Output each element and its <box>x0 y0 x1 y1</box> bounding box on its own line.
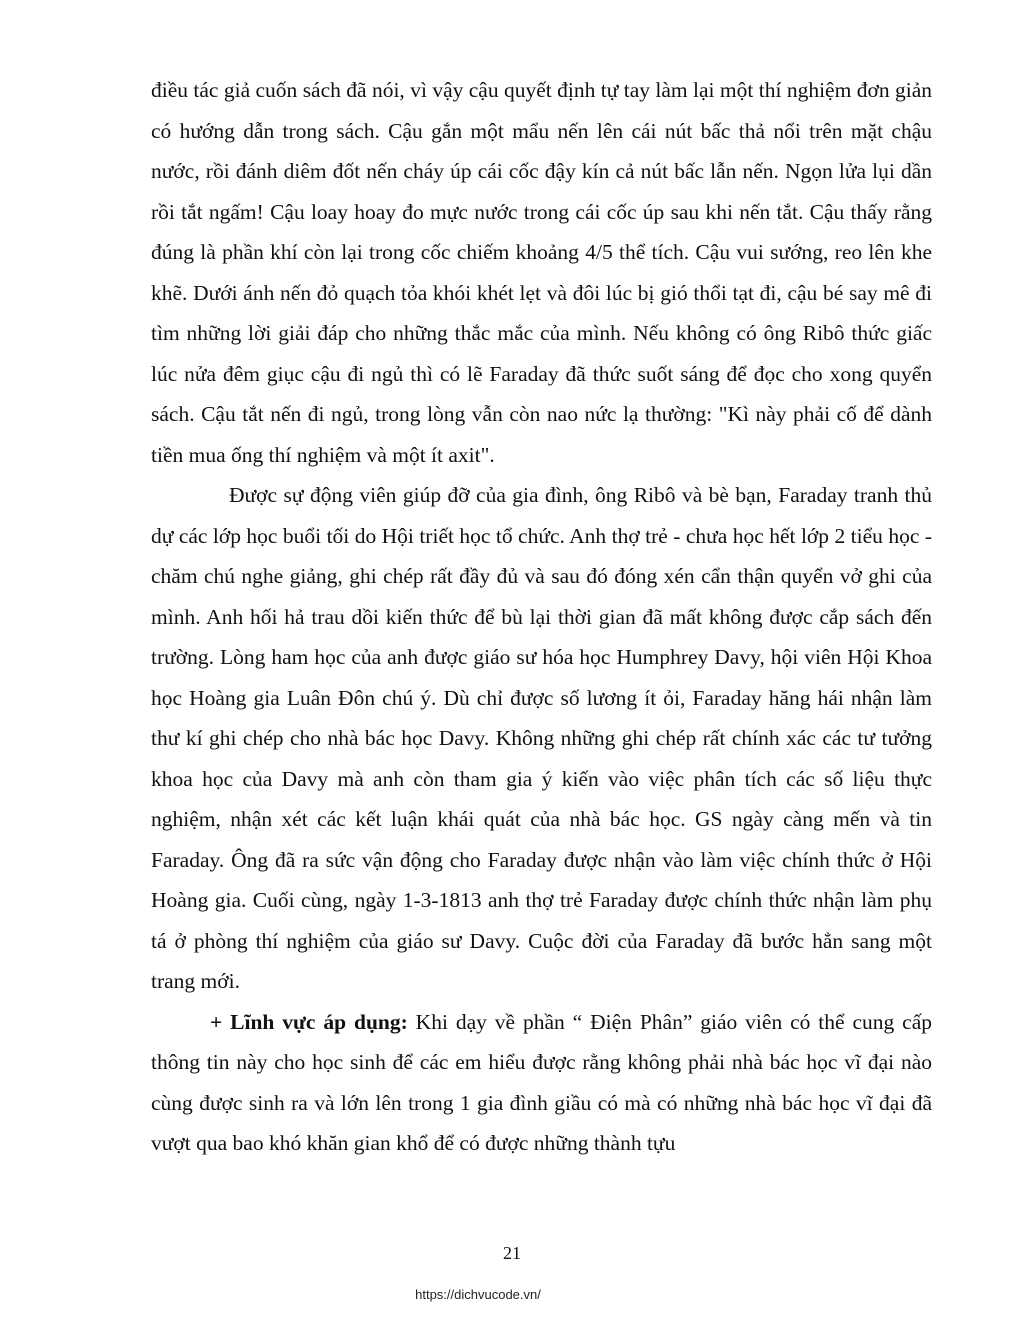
footer-url[interactable]: https://dichvucode.vn/ <box>415 1287 541 1302</box>
paragraph-application <box>151 1002 932 1164</box>
paragraph-faraday-experiment: điều tác giả cuốn sách đã nói, vì vậy cậu quyết định tự tay làm lại một thí nghiệm đơn giản có hướng dẫn trong sách. Cậu gắn một mẩu nến lên cái nút bấc thả nổi trên mặt chậu nước, rồi đánh diêm đốt nến cháy úp cái cốc đậy kín cả nút bấc lẫn nến. Ngọn lửa lụi dần rồi tắt ngấm! Cậu loay hoay đo mực nước trong cái cốc úp sau khi nến tắt. Cậu thấy rằng đúng là phần khí còn lại trong cốc chiếm khoảng 4/5 thể tích. Cậu vui sướng, reo lên khe khẽ. Dưới ánh nến đỏ quạch tỏa khói khét lẹt và đôi lúc bị gió thổi tạt đi, cậu bé say mê đi tìm những lời giải đáp cho những thắc mắc của mình. Nếu không có ông Ribô thức giấc lúc nửa đêm giục cậu đi ngủ thì có lẽ Faraday đã thức suốt sáng để đọc cho xong quyển sách. Cậu tắt nến đi ngủ, trong lòng vẫn còn nao nức lạ thường: "Kì này phải cố để dành tiền mua ống thí nghiệm và một ít axit". <box>151 78 932 467</box>
page-number: 21 <box>503 1243 521 1263</box>
paragraph-faraday-davy: Được sự động viên giúp đỡ của gia đình, ông Ribô và bè bạn, Faraday tranh thủ dự các lớp học buổi tối do Hội triết học tổ chức. Anh thợ trẻ - chưa học hết lớp 2 tiểu học - chăm chú nghe giảng, ghi chép rất đầy đủ và sau đó đóng xén cẩn thận quyển vở ghi của mình. Anh hối hả trau dồi kiến thức để bù lại thời gian đã mất không được cắp sách đến trường. Lòng ham học của anh được giáo sư hóa học Humphrey Davy, hội viên Hội Khoa học Hoàng gia Luân Đôn chú ý. Dù chỉ được số lương ít ỏi, Faraday hăng hái nhận làm thư kí ghi chép cho nhà bác học Davy. Không những ghi chép rất chính xác các tư tưởng khoa học của Davy mà anh còn tham gia ý kiến vào việc phân tích các số liệu thực nghiệm, nhận xét các kết luận khái quát của nhà bác học. GS ngày càng mến và tin Faraday. Ông đã ra sức vận động cho Faraday được nhận vào làm việc chính thức ở Hội Hoàng gia. Cuối cùng, ngày 1-3-1813 anh thợ trẻ Faraday được chính thức nhận làm phụ tá ở phòng thí nghiệm của giáo sư Davy. Cuộc đời của Faraday đã bước hẳn sang một trang mới. <box>151 483 932 993</box>
application-text: Khi dạy về phần “ Điện Phân” giáo viên có thể cung cấp thông tin này cho học sinh để các em hiểu được rằng không phải nhà bác học vĩ đại nào cùng được sinh ra và lớn lên trong 1 gia đình giầu có mà có những nhà bác học vĩ đại đã vượt qua bao khó khăn gian khổ để có được những thành tựu <box>151 1009 932 1155</box>
document-body <box>151 70 932 1164</box>
application-label: + Lĩnh vực áp dụng: <box>210 1009 408 1034</box>
